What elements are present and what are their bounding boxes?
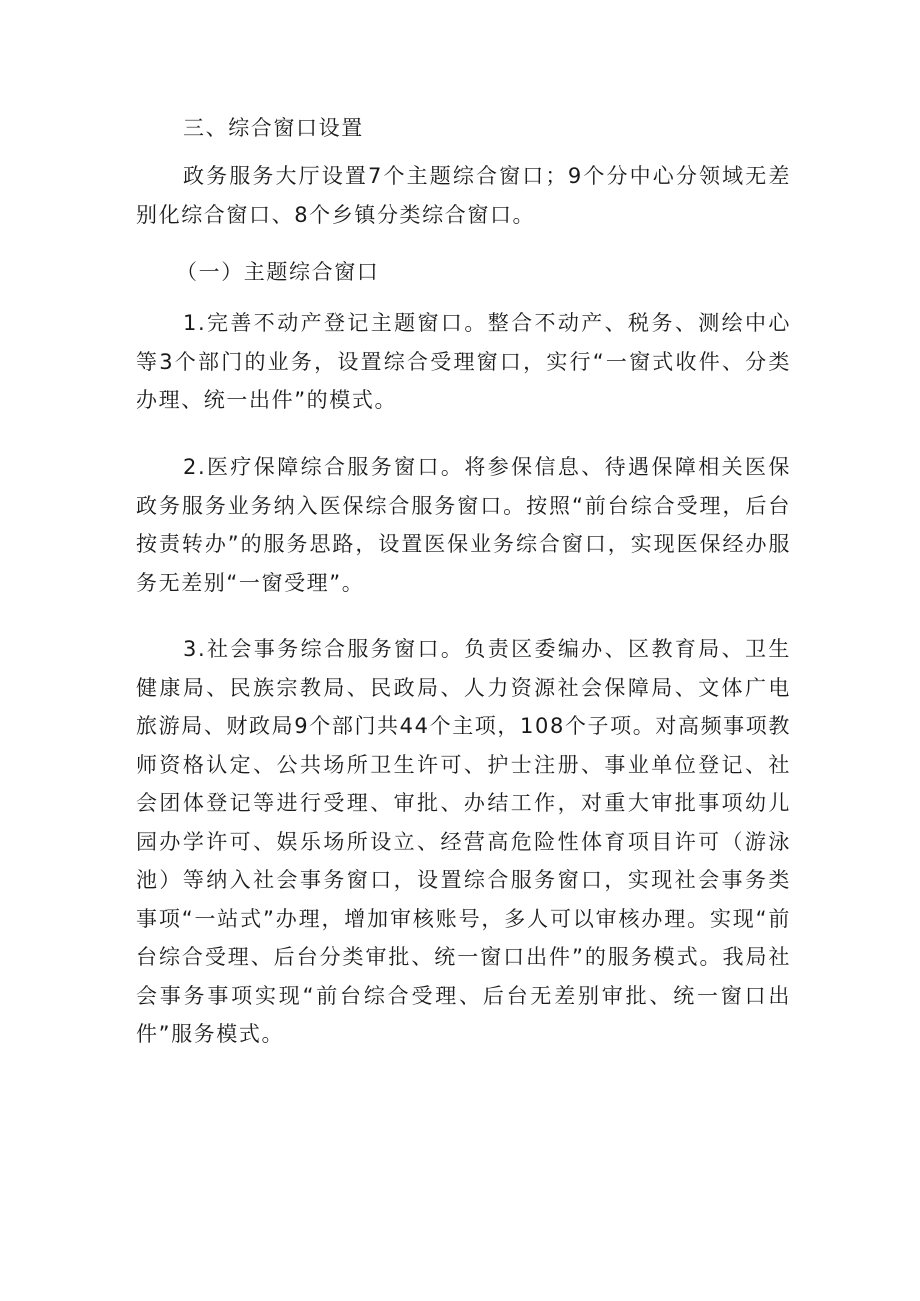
- item-paragraph-2: 2.医疗保障综合服务窗口。将参保信息、待遇保障相关医保政务服务业务纳入医保综合服务窗口。按照“前台综合受理，后台按责转办”的服务思路，设置医保业务综合窗口，实现医保经办服务无差别“一窗受理”。: [136, 455, 791, 595]
- intro-paragraph: 政务服务大厅设置7个主题综合窗口；9个分中心分领域无差别化综合窗口、8个乡镇分类综合窗口。: [136, 164, 791, 227]
- sub-heading: （一）主题综合窗口: [176, 260, 380, 284]
- item-paragraph-3: 3.社会事务综合服务窗口。负责区委编办、区教育局、卫生健康局、民族宗教局、民政局、人力资源社会保障局、文体广电旅游局、财政局9个部门共44个主项，108个子项。对高频事项教师资格认定、公共场所卫生许可、护士注册、事业单位登记、社会团体登记等进行受理、审批、办结工作，对重大审批事项幼儿园办学许可、娱乐场所设立、经营高危险性体育项目许可（游泳池）等纳入社会事务窗口，设置综合服务窗口，实现社会事务类事项“一站式”办理，增加审核账号，多人可以审核办理。实现“前台综合受理、后台分类审批、统一窗口出件”的服务模式。我局社会事务事项实现“前台综合受理、后台无差别审批、统一窗口出件”服务模式。: [136, 637, 791, 1046]
- item-paragraph-1: 1.完善不动产登记主题窗口。整合不动产、税务、测绘中心等3个部门的业务，设置综合受理窗口，实行“一窗式收件、分类办理、统一出件”的模式。: [136, 311, 791, 412]
- section-heading: 三、综合窗口设置: [183, 116, 364, 140]
